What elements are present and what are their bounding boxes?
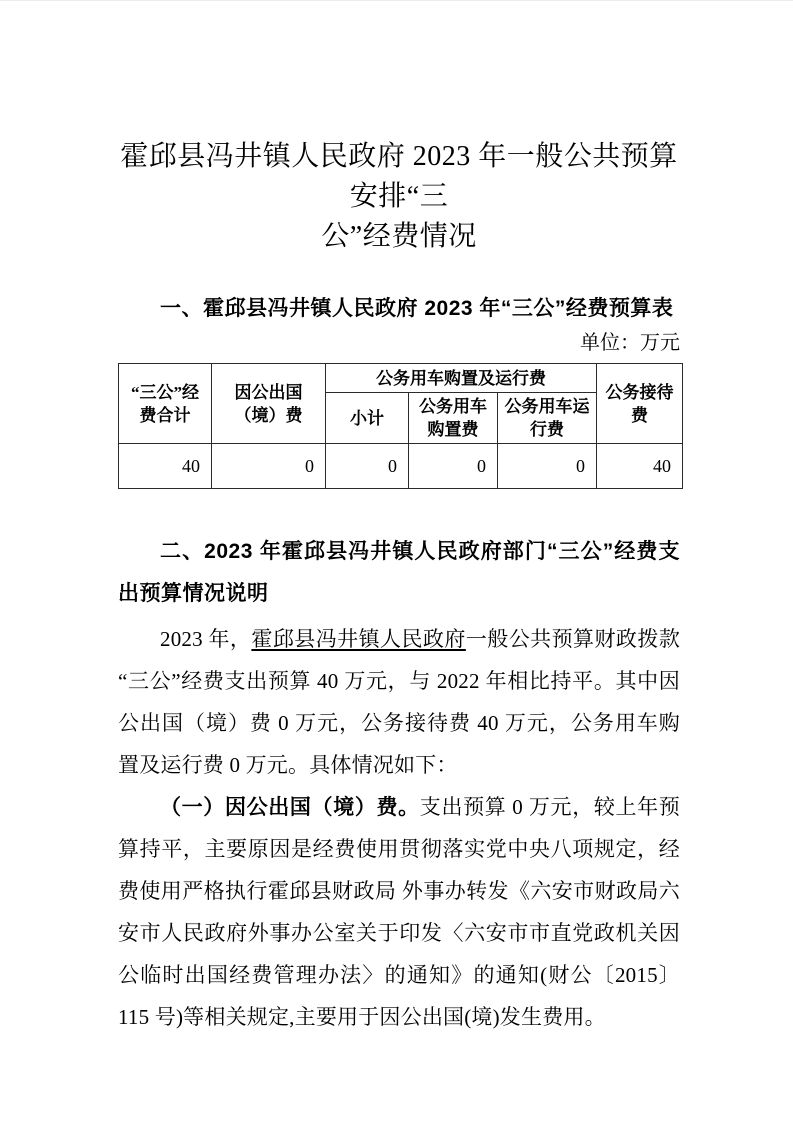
paragraph-overview [118, 618, 680, 786]
header-cell-abroad-fee: 因公出国（境）费 [212, 364, 326, 444]
cell-vehicle-purchase-value: 0 [409, 444, 498, 489]
paragraph-abroad-fee [118, 786, 680, 1038]
document-title-line-1: 霍邱县冯井镇人民政府 2023 年一般公共预算安排“三 [120, 141, 678, 212]
document-title-line-2: 公”经费情况 [321, 221, 477, 252]
header-cell-vehicle-purchase: 公务用车购置费 [409, 393, 498, 444]
cell-vehicle-subtotal-value: 0 [326, 444, 409, 489]
document-content [118, 137, 680, 1038]
paragraph-overview-body: 一般公共预算财政拨款“三公”经费支出预算 40 万元，与 2022 年相比持平。其中因公出国（境）费 0 万元，公务接待费 40 万元，公务用车购置及运行费 0 万元。具体情况如下： [118, 627, 681, 777]
cell-reception-value: 40 [597, 444, 683, 489]
paragraph-abroad-fee-body: 支出预算 0 万元，较上年预算持平，主要原因是经费使用贯彻落实党中央八项规定，经费使用严格执行霍邱县财政局 外事办转发《六安市财政局六安市人民政府外事办公室关于印发〈六安市市直党政机关因公临时出国经费管理办法〉的通知》的通知(财公〔2015〕115 号)等相关规定,主要用于因公出国(境)发生费用。 [118, 795, 680, 1029]
section-2-heading: 二、2023 年霍邱县冯井镇人民政府部门“三公”经费支出预算情况说明 [118, 540, 680, 605]
header-cell-vehicle-operation: 公务用车运行费 [498, 393, 597, 444]
cell-vehicle-operation-value: 0 [498, 444, 597, 489]
paragraph-overview-underlined-agency: 霍邱县冯井镇人民政府 [251, 627, 466, 651]
paragraph-abroad-fee-lead: （一）因公出国（境）费。 [160, 795, 420, 819]
cell-abroad-value: 0 [212, 444, 326, 489]
document-title [118, 137, 680, 257]
three-public-budget-table [118, 363, 683, 489]
header-cell-reception-fee: 公务接待费 [597, 364, 683, 444]
header-cell-vehicle-group: 公务用车购置及运行费 [326, 364, 597, 393]
section-1-heading: 一、霍邱县冯井镇人民政府 2023 年“三公”经费预算表 [160, 297, 674, 320]
table-unit-label: 单位：万元 [580, 332, 680, 354]
header-cell-total: “三公”经费合计 [119, 364, 212, 444]
paragraph-overview-prefix: 2023 年， [160, 627, 252, 651]
table-data-row [119, 444, 683, 489]
table-header-row-1 [119, 364, 683, 393]
header-cell-vehicle-subtotal: 小计 [326, 393, 409, 444]
cell-total-value: 40 [119, 444, 212, 489]
